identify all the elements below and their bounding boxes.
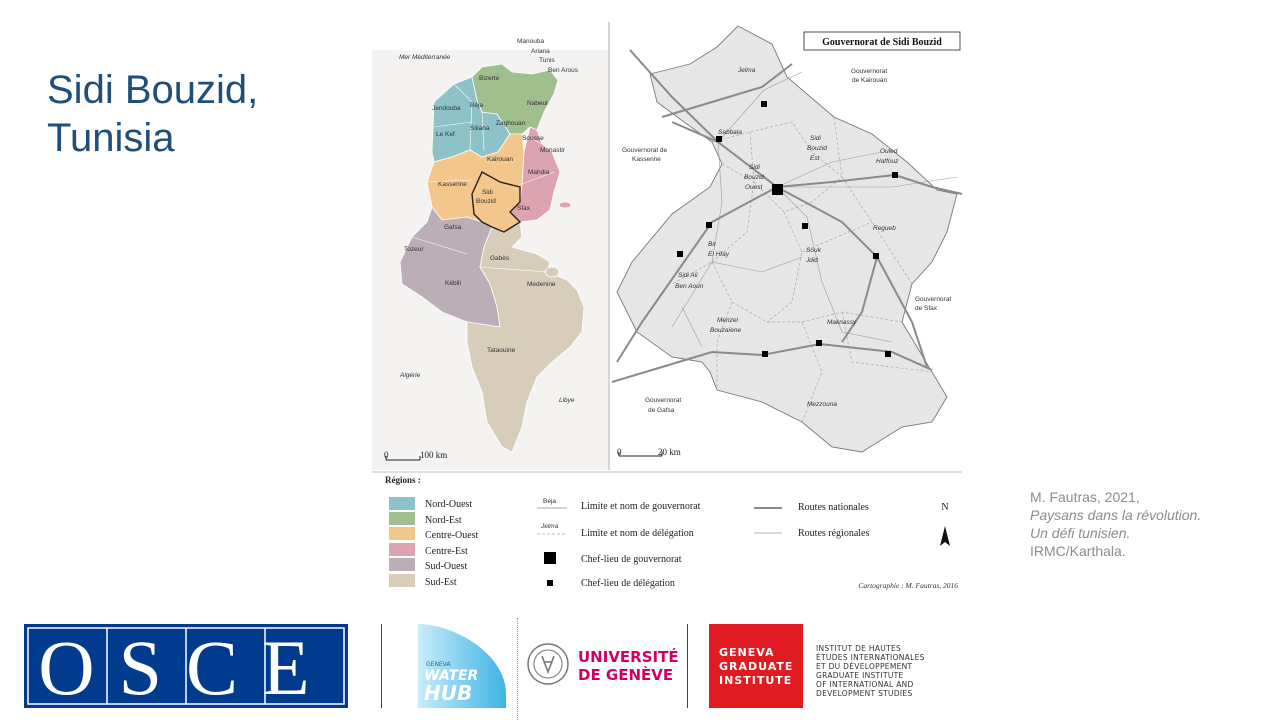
unige-seal-icon: [526, 642, 570, 686]
gwh-text-2: HUB: [424, 681, 473, 705]
detail-scale-zero: 0: [617, 447, 622, 457]
gwh-text-1: WATER: [424, 668, 479, 684]
sbo-label-2: Bouzid: [744, 174, 764, 181]
legend-del-capital: Chef-lieu de délégation: [581, 578, 675, 589]
citation-title: Paysans dans la révolution. Un défi tunisien.: [1030, 507, 1202, 541]
sidi-ali-ben-aoun-marker: [677, 251, 683, 257]
unige-text-1: UNIVERSITÉ: [578, 648, 679, 666]
sbo-label-3: Ouest: [745, 184, 763, 191]
bir-el-hfay-label-2: El Hfay: [708, 251, 729, 258]
sidi-ali-ben-aoun-label-1: Sidi Ali: [678, 272, 698, 279]
ggi-text: [719, 646, 793, 688]
sbe-label-2: Bouzid: [807, 145, 827, 152]
legend-nord-ouest: Nord-Ouest: [425, 499, 473, 510]
sidi-ali-ben-aoun-label-2: Ben Aoun: [675, 283, 704, 290]
detail-scale-label: 20 km: [658, 447, 681, 457]
label-sidi-bouzid-2: Bouzid: [476, 198, 496, 205]
maknassy-label: Maknassy: [827, 319, 857, 326]
swatch-centre-ouest: [389, 527, 415, 540]
regueb-marker: [873, 253, 879, 259]
label-libya: Libye: [559, 397, 575, 404]
title-line-2: Tunisia: [47, 116, 175, 160]
detail-map-title: Gouvernorat de Sidi Bouzid: [822, 37, 942, 48]
ggi-desc-2: ÉTUDES INTERNATIONALES: [816, 653, 925, 662]
legend-regional-roads: Routes régionales: [798, 528, 870, 539]
swatch-sud-ouest: [389, 558, 415, 571]
ouled-haffouz-marker: [892, 172, 898, 178]
label-nabeul: Nabeul: [527, 100, 548, 107]
jelma-marker: [761, 101, 767, 107]
label-medenine: Medenine: [527, 281, 556, 288]
ggi-text-2: GRADUATE: [719, 660, 794, 673]
regueb-label: Regueb: [873, 225, 896, 232]
slide-title: [47, 66, 347, 162]
title-line-1: Sidi Bouzid,: [47, 68, 259, 112]
kairouan-label-1: Gouvernorat: [851, 68, 888, 75]
label-gafsa: Gafsa: [444, 224, 462, 231]
ouled-haffouz-label-1: Ouled: [880, 148, 898, 155]
souk-jdid-marker: [802, 223, 808, 229]
sabbala-marker: [716, 136, 722, 142]
legend-centre-ouest: Centre-Ouest: [425, 530, 479, 541]
logo-separator-2: [517, 618, 518, 720]
ggi-desc-3: ET DU DÉVELOPPEMENT: [816, 662, 913, 671]
label-mahdia: Mahdia: [528, 169, 550, 176]
sbo-label-1: Sidi: [749, 164, 760, 171]
logo-separator-3: [687, 624, 688, 708]
djerba-island: [545, 267, 559, 277]
swatch-nord-est: [389, 512, 415, 525]
ggi-desc-5: OF INTERNATIONAL AND: [816, 680, 914, 689]
legend-centre-est: Centre-Est: [425, 546, 468, 557]
legend-del-boundary: Limite et nom de délégation: [581, 528, 694, 539]
label-zaghouan: Zaghouan: [496, 120, 526, 127]
legend-sud-est: Sud-Est: [425, 577, 457, 588]
citation-author: M. Fautras, 2021,: [1030, 489, 1140, 505]
label-sfax: Sfax: [517, 205, 531, 212]
sfax-label-2: de Sfax: [915, 305, 938, 312]
kairouan-label-2: de Kairouan: [852, 77, 888, 84]
sea-label: Mer Méditerranée: [399, 54, 451, 61]
ouled-haffouz-label-2: Haffouz: [876, 158, 899, 165]
ggi-text-3: INSTITUTE: [719, 674, 793, 687]
label-bizerte: Bizerte: [479, 75, 500, 82]
label-tozeur: Tozeur: [404, 246, 424, 253]
map-credit: Cartographie : M. Fautras, 2016: [858, 581, 958, 590]
mezzouna-marker: [885, 351, 891, 357]
label-kebili: Kébili: [445, 280, 461, 287]
gafsa-label-2: de Gafsa: [648, 407, 675, 414]
legend-gov-capital: Chef-lieu de gouvernorat: [581, 554, 682, 565]
legend-national-roads: Routes nationales: [798, 502, 869, 513]
tunisia-scale-zero: 0: [384, 450, 389, 460]
ggi-desc-1: INSTITUT DE HAUTES: [816, 644, 902, 653]
label-gabes: Gabès: [490, 255, 510, 262]
legend-regions-title: Régions :: [385, 475, 421, 485]
geneva-water-hub-logo: [414, 624, 510, 708]
label-kairouan: Kairouan: [487, 156, 514, 163]
menzel-bouzaiene-label-2: Bouzaïene: [710, 327, 742, 334]
label-algeria: Algérie: [400, 372, 421, 379]
tunisia-scale-label: 100 km: [420, 450, 448, 460]
label-manouba: Manouba: [517, 38, 545, 45]
gafsa-label-1: Gouvernorat: [645, 397, 682, 404]
label-beja: Béja: [470, 102, 484, 109]
sidi-bouzid-capital-marker: [772, 184, 783, 195]
swatch-nord-ouest: [389, 497, 415, 510]
kasserine-label-2: Kasserine: [632, 156, 661, 163]
sabbala-label: Sabbala: [718, 129, 742, 136]
legend-gov-boundary: Limite et nom de gouvernorat: [581, 501, 701, 512]
ggi-description: [816, 644, 925, 698]
souk-jdid-label-2: Jdid: [806, 257, 818, 264]
sbe-label-3: Est: [810, 155, 820, 162]
souk-jdid-label-1: Souk: [806, 247, 821, 254]
label-ariana: Ariana: [531, 48, 550, 55]
swatch-centre-est: [389, 543, 415, 556]
label-monastir: Monastir: [540, 147, 565, 154]
north-label: N: [941, 502, 949, 513]
unige-text-2: DE GENÈVE: [578, 666, 674, 684]
legend-nord-est: Nord-Est: [425, 515, 462, 526]
label-ben-arous: Ben Arous: [548, 67, 578, 74]
menzel-bouzaiene-label-1: Menzel: [717, 317, 738, 324]
citation: [1030, 488, 1210, 560]
legend-del-sample: Jelma: [541, 523, 559, 530]
kerkennah-island: [559, 202, 571, 208]
swatch-sud-est: [389, 574, 415, 587]
jelma-label: Jelma: [738, 67, 756, 74]
legend-sud-ouest: Sud-Ouest: [425, 561, 468, 572]
bir-el-hfay-label-1: Bir: [708, 241, 716, 248]
label-jendouba: Jendouba: [432, 105, 461, 112]
legend-del-capital-marker: [547, 580, 553, 586]
legend-gov-sample: Béja: [543, 498, 557, 505]
graduate-institute-logo: [709, 624, 803, 708]
osce-logo-text: OSCE: [38, 624, 334, 708]
label-sidi-bouzid-1: Sidi: [482, 189, 493, 196]
logo-separator-1: [381, 624, 382, 708]
sbe-label-1: Sidi: [810, 135, 821, 142]
sfax-label-1: Gouvernorat: [915, 296, 952, 303]
logo-bar: [0, 610, 1280, 720]
map-figure: [372, 22, 964, 594]
citation-publisher: IRMC/Karthala.: [1030, 543, 1126, 559]
map-svg: [372, 22, 964, 594]
label-le-kef: Le Kef: [436, 131, 455, 138]
label-tataouine: Tataouine: [487, 347, 516, 354]
unige-logo: [526, 642, 679, 690]
label-tunis: Tunis: [539, 57, 555, 64]
mezzouna-label: Mezzouna: [807, 401, 837, 408]
unige-text: [578, 648, 679, 684]
kasserine-label-1: Gouvernorat de: [622, 147, 668, 154]
maknassy-marker: [816, 340, 822, 346]
ggi-desc-6: DEVELOPMENT STUDIES: [816, 689, 913, 698]
ggi-desc-4: GRADUATE INSTITUTE: [816, 671, 904, 680]
label-kasserine: Kasserine: [438, 181, 467, 188]
legend-gov-capital-marker: [544, 552, 556, 564]
label-sousse: Sousse: [522, 135, 544, 142]
label-siliana: Siliana: [470, 125, 490, 132]
menzel-bouzaiene-marker: [762, 351, 768, 357]
gwh-small-text: GENEVA: [426, 661, 451, 668]
bir-el-hfay-marker: [706, 222, 712, 228]
osce-logo: [24, 624, 348, 708]
ggi-text-1: GENEVA: [719, 646, 775, 659]
